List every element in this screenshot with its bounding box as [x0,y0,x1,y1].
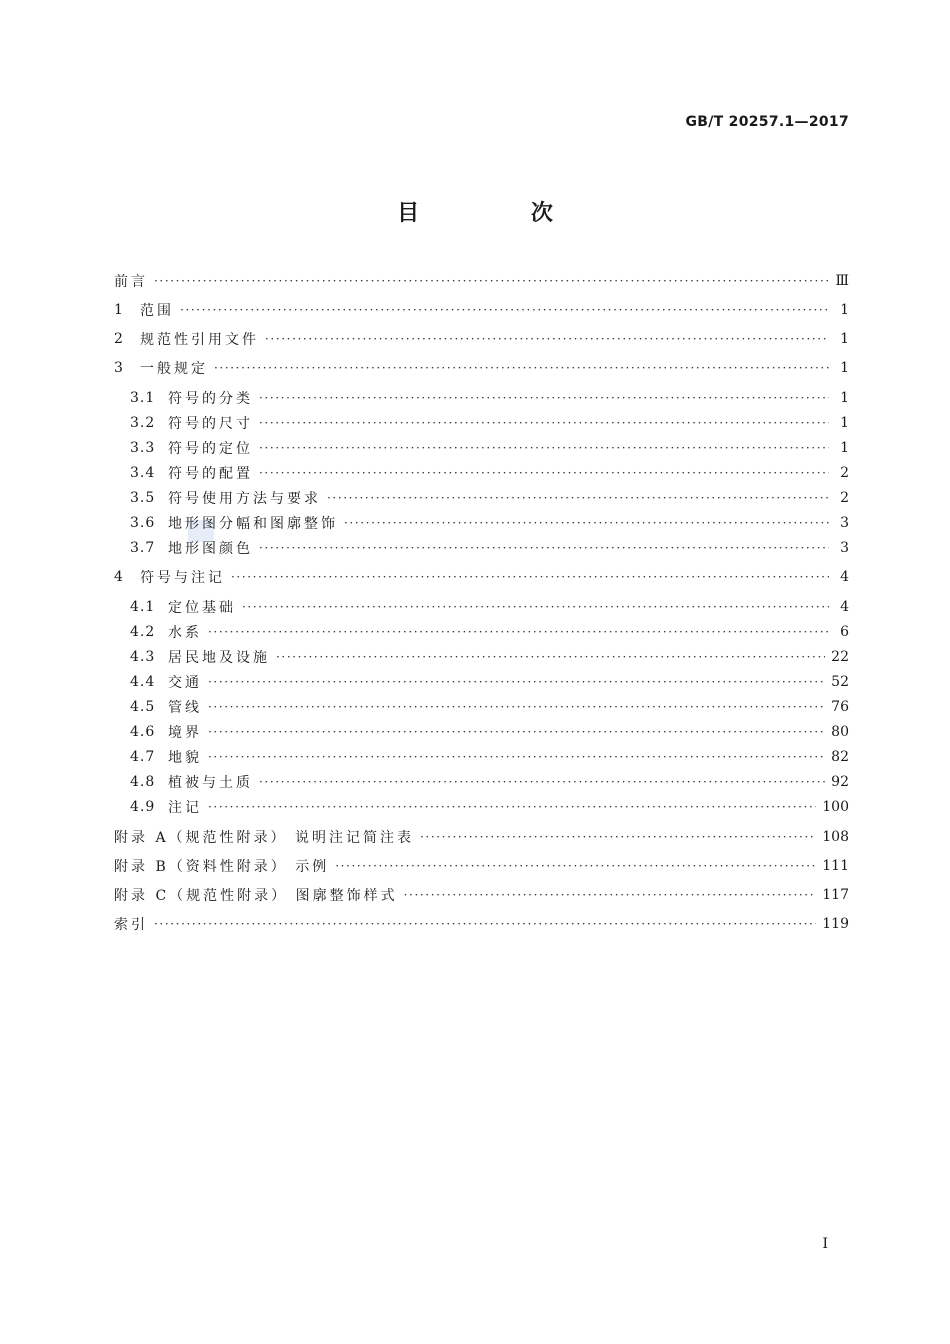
toc-entry[interactable] [114,357,849,379]
dot-leader [259,541,829,555]
toc-entry-number: 4.6 [130,724,156,740]
toc-entry[interactable] [130,621,849,643]
toc-entry-page: 100 [822,799,849,815]
toc-entry-number: 4 [114,569,124,585]
toc-entry-page: 117 [822,887,849,903]
toc-entry[interactable] [130,537,849,559]
toc-entry-page: 4 [840,569,849,585]
toc-entry-page: 1 [840,331,849,347]
toc-entry-page: 108 [822,829,849,845]
toc-entry-number: 3 [114,360,124,376]
toc-entry-title: 符号使用方法与要求 [168,491,321,507]
toc-entry-number: 4.1 [130,599,156,615]
toc-entry-page: 119 [822,916,849,932]
toc-entry-page: 1 [840,440,849,456]
dot-leader [208,700,825,714]
dot-leader [420,830,816,844]
dot-leader [208,625,829,639]
toc-entry[interactable] [114,328,849,350]
dot-leader [259,775,825,789]
toc-entry-page: 1 [840,390,849,406]
dot-leader [259,466,829,480]
toc-entry-title: 交通 [168,675,202,691]
toc-entry[interactable] [114,913,849,935]
toc-entry-page: 76 [831,699,849,715]
dot-leader [265,332,829,346]
toc-entry[interactable] [130,721,849,743]
toc-entry[interactable] [130,412,849,434]
toc-entry-page: 4 [840,599,849,615]
toc-entry-page: 1 [840,415,849,431]
toc-entry-page: 80 [831,724,849,740]
toc-entry-title: 符号与注记 [140,570,225,586]
toc-entry-number: 4.7 [130,749,156,765]
toc-entry-title: 符号的配置 [168,466,253,482]
toc-entry-number: 3.5 [130,490,156,506]
toc-entry[interactable] [130,746,849,768]
toc-entry[interactable] [130,437,849,459]
toc-entry-page: 3 [840,540,849,556]
toc-entry-title: 注记 [168,800,202,816]
toc-entry-number: 4.5 [130,699,156,715]
toc-entry-title: 索引 [114,917,148,933]
toc-entry[interactable] [130,387,849,409]
toc-entry[interactable] [114,566,849,588]
toc-entry[interactable] [130,646,849,668]
toc-entry-number: 3.3 [130,440,156,456]
toc-entry[interactable] [114,826,849,848]
toc-entry[interactable] [130,671,849,693]
dot-leader [154,917,816,931]
toc-entry-number: 4.2 [130,624,156,640]
footer-page-number: I [822,1236,828,1252]
toc-entry[interactable] [130,462,849,484]
toc-entry-number: 1 [114,302,124,318]
dot-leader [208,725,825,739]
dot-leader [259,441,829,455]
dot-leader [208,675,825,689]
toc-entry-number: 3.4 [130,465,156,481]
toc-entry-title: 符号的分类 [168,391,253,407]
page-title: 目 次 [397,201,605,226]
dot-leader [208,800,816,814]
dot-leader [231,570,829,584]
standard-code: GB/T 20257.1—2017 [685,114,849,130]
toc-entry-number: 4.4 [130,674,156,690]
toc-entry-page: 52 [831,674,849,690]
toc-entry-title: 附录 C（规范性附录） 图廓整饰样式 [114,888,398,904]
toc-entry-number: 4.9 [130,799,156,815]
toc-entry-title: 符号的定位 [168,441,253,457]
toc-entry[interactable] [130,512,849,534]
dot-leader [208,750,825,764]
dot-leader [259,416,829,430]
toc-entry-page: 6 [840,624,849,640]
toc-entry-title: 境界 [168,725,202,741]
dot-leader [180,303,829,317]
toc-entry-title: 地形图分幅和图廓整饰 [168,516,338,532]
toc-entry-page: 3 [840,515,849,531]
dot-leader [276,650,825,664]
dot-leader [154,274,829,288]
toc-entry-title: 一般规定 [140,361,208,377]
toc-entry-title: 附录 B（资料性附录） 示例 [114,859,330,875]
toc-entry-number: 4.8 [130,774,156,790]
toc-entry-page: 82 [831,749,849,765]
dot-leader [404,888,817,902]
toc-entry-title: 水系 [168,625,202,641]
toc-entry-title: 规范性引用文件 [140,332,259,348]
toc-entry-title: 范围 [140,303,174,319]
toc-entry-page: 2 [840,490,849,506]
toc-entry[interactable] [130,596,849,618]
toc-entry-page: 2 [840,465,849,481]
toc-entry-title: 定位基础 [168,600,236,616]
toc-entry-title: 管线 [168,700,202,716]
toc-entry-number: 4.3 [130,649,156,665]
toc-entry[interactable] [130,771,849,793]
toc-entry-title: 地形图颜色 [168,541,253,557]
dot-leader [214,361,829,375]
dot-leader [335,859,816,873]
toc-entry[interactable] [130,696,849,718]
toc-entry-number: 3.2 [130,415,156,431]
toc-entry[interactable] [130,796,849,818]
toc-entry-number: 3.7 [130,540,156,556]
dot-leader [344,516,829,530]
toc-entry-page: 92 [831,774,849,790]
toc-entry[interactable] [130,487,849,509]
toc-entry-number: 3.6 [130,515,156,531]
toc-entry[interactable] [114,270,849,292]
toc-entry-title: 植被与土质 [168,775,253,791]
toc-entry-title: 符号的尺寸 [168,416,253,432]
toc-entry-title: 地貌 [168,750,202,766]
toc-entry-page: 1 [840,302,849,318]
toc-entry-title: 附录 A（规范性附录） 说明注记简注表 [114,830,415,846]
toc-entry-number: 2 [114,331,124,347]
dot-leader [327,491,829,505]
toc-entry[interactable] [114,884,849,906]
toc-entry-page: 111 [822,858,849,874]
toc-entry-page: 1 [840,360,849,376]
toc-entry-page: Ⅲ [835,273,849,289]
toc-entry-number: 3.1 [130,390,156,406]
toc-entry-title: 居民地及设施 [168,650,270,666]
toc-entry-page: 22 [831,649,849,665]
toc-entry[interactable] [114,299,849,321]
dot-leader [259,391,829,405]
toc-entry-title: 前言 [114,274,148,290]
dot-leader [242,600,829,614]
toc-entry[interactable] [114,855,849,877]
